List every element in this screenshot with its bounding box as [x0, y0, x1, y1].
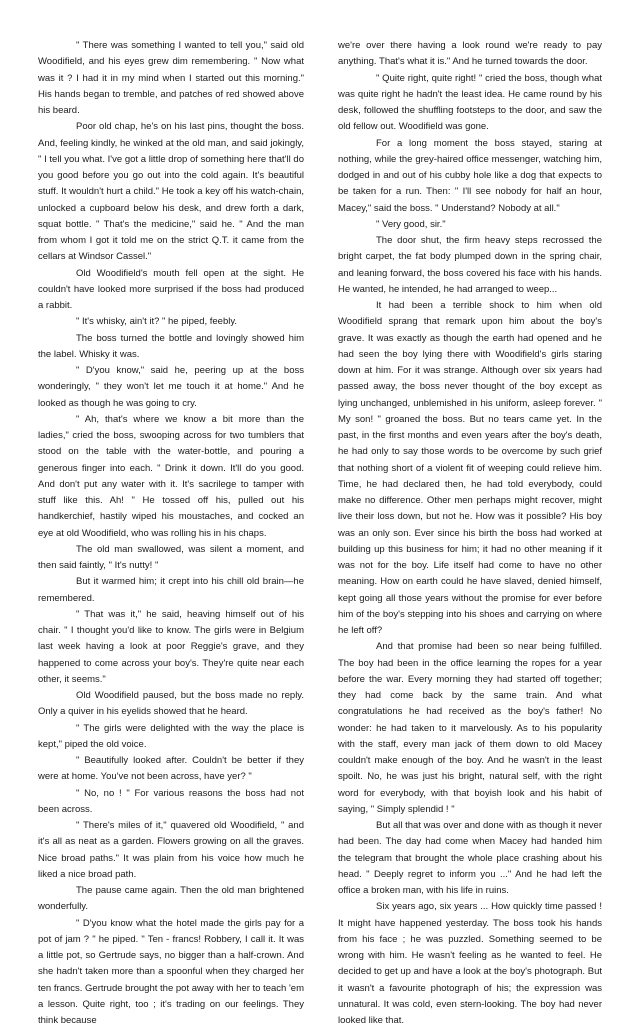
paragraph: Old Woodifield paused, but the boss made no reply. Only a quiver in his eyelids showed that he heard.: [38, 688, 304, 721]
paragraph: Poor old chap, he's on his last pins, thought the boss. And, feeling kindly, he winked at the old man, and said jokingly, " I tell you what. I've got a little drop of something here that'll do you good before you go out into the cold again. It's beautiful stuff. It wouldn't hurt a child." He took a key off his watch-chain, unlocked a cupboard below his desk, and drew forth a dark, squat bottle. " That's the medicine," said he. " And the man from whom I got it told me on the strict Q.T. it came from the cellars at Windsor Cassel.": [38, 119, 304, 265]
paragraph: The pause came again. Then the old man brightened wonderfully.: [38, 883, 304, 916]
paragraph: For a long moment the boss stayed, staring at nothing, while the grey-haired office messenger, watching him, dodged in and out of his cubby hole like a dog that expects to be taken for a run. Then: " I'll see nobody for half an hour, Macey," said the boss. " Understand? Nobody at all.": [338, 136, 602, 217]
paragraph: " Ah, that's where we know a bit more than the ladies," cried the boss, swooping across for two tumblers that stood on the table with the water-bottle, and pouring a generous finger into each. " Drink it down. It'll do you good. And don't put any water with it. It's sacrilege to tamper with stuff like this. Ah! " He tossed off his, pulled out his handkerchief, hastily wiped his moustaches, and cocked an eye at old Woodifield, who was rolling his in his chaps.: [38, 412, 304, 542]
paragraph: " Very good, sir.": [338, 217, 602, 233]
paragraph: " D'you know what the hotel made the girls pay for a pot of jam ? " he piped. " Ten - francs! Robbery, I call it. It was a little pot, so Gertrude says, no bigger than a half-crown. And she hadn't taken more than a spoonful when they charged her ten francs. Gertrude brought the pot away with her to teach 'em a lesson. Quite right, too ; it's trading on our feelings. They think because: [38, 916, 304, 1029]
paragraph: " No, no ! " For various reasons the boss had not been across.: [38, 786, 304, 819]
paragraph: " There was something I wanted to tell you," said old Woodifield, and his eyes grew dim remembering. " Now what was it ? I had it in my mind when I started out this morning." His hands began to tremble, and patches of red showed above his beard.: [38, 38, 304, 119]
paragraph: " D'you know," said he, peering up at the boss wonderingly, " they won't let me touch it at home." And he looked as though he was going to cry.: [38, 363, 304, 412]
paragraph: The boss turned the bottle and lovingly showed him the label. Whisky it was.: [38, 331, 304, 364]
paragraph: But it warmed him; it crept into his chill old brain—he remembered.: [38, 574, 304, 607]
paragraph: " That was it," he said, heaving himself out of his chair. " I thought you'd like to know. The girls were in Belgium last week having a look at poor Reggie's grave, and they happened to come across your boy's. They're quite near each other, it seems.": [38, 607, 304, 688]
paragraph-continued: we're over there having a look round we're ready to pay anything. That's what it is." And he turned towards the door.: [338, 38, 602, 71]
paragraph: " Beautifully looked after. Couldn't be better if they were at home. You've not been across, have yer? ": [38, 753, 304, 786]
left-column: [38, 38, 304, 1029]
paragraph: It had been a terrible shock to him when old Woodifield sprang that remark upon him about the boy's grave. It was exactly as though the earth had opened and he had seen the boy lying there with Woodifield's girls staring down at him. For it was strange. Although over six years had passed away, the boss never thought of the boy except as lying unchanged, unblemished in his uniform, asleep forever. " My son! " groaned the boss. But no tears came yet. In the past, in the first months and even years after the boy's death, he had only to say those words to be overcome by such grief that nothing short of a violent fit of weeping could relieve him. Time, he had declared then, he had told everybody, could make no difference. Other men perhaps might recover, might live their loss down, but not he. How was it possible? His boy was an only son. Ever since his birth the boss had worked at building up this business for him; it had no other meaning if it was not for the boy. Life itself had come to have no other meaning. How on earth could he have slaved, denied himself, kept going all those years without the promise for ever before him of the boy's stepping into his shoes and carrying on where he left off?: [338, 298, 602, 639]
paragraph: Old Woodifield's mouth fell open at the sight. He couldn't have looked more surprised if the boss had produced a rabbit.: [38, 266, 304, 315]
paragraph: " The girls were delighted with the way the place is kept," piped the old voice.: [38, 721, 304, 754]
paragraph: The door shut, the firm heavy steps recrossed the bright carpet, the fat body plumped down in the spring chair, and leaning forward, the boss covered his face with his hands. He wanted, he intended, he had arranged to weep...: [338, 233, 602, 298]
paragraph: The old man swallowed, was silent a moment, and then said faintly, " It's nutty! ": [38, 542, 304, 575]
paragraph: And that promise had been so near being fulfilled. The boy had been in the office learning the ropes for a year before the war. Every morning they had started off together; they had come back by the same train. And what congratulations he had received as the boy's father! No wonder: he had taken to it marvelously. As to his popularity with the staff, every man jack of them down to old Macey couldn't make enough of the boy. And he wasn't in the least spoilt. No, he was just his bright, natural self, with the right word for everybody, with that boyish look and his habit of saying, " Simply splendid ! ": [338, 639, 602, 818]
paragraph: " Quite right, quite right! " cried the boss, though what was quite right he hadn't the least idea. He came round by his desk, followed the shuffling footsteps to the door, and saw the old fellow out. Woodifield was gone.: [338, 71, 602, 136]
paragraph: Six years ago, six years ... How quickly time passed ! It might have happened yesterday. The boss took his hands from his face ; he was puzzled. Something seemed to be wrong with him. He wasn't feeling as he wanted to feel. He decided to get up and have a look at the boy's photograph. But it wasn't a favourite photograph of his; the expression was unnatural. It was cold, even stern-looking. The boy had never looked like that.: [338, 899, 602, 1029]
paragraph: " It's whisky, ain't it? " he piped, feebly.: [38, 314, 304, 330]
right-column: [338, 38, 602, 1029]
paragraph: But all that was over and done with as though it never had been. The day had come when Macey had handed him the telegram that brought the whole place crashing about his head. " Deeply regret to inform you ..." And he had left the office a broken man, with his life in ruins.: [338, 818, 602, 899]
paragraph: " There's miles of it," quavered old Woodifield, " and it's all as neat as a garden. Flowers growing on all the graves. Nice broad paths." It was plain from his voice how much he liked a nice broad path.: [38, 818, 304, 883]
